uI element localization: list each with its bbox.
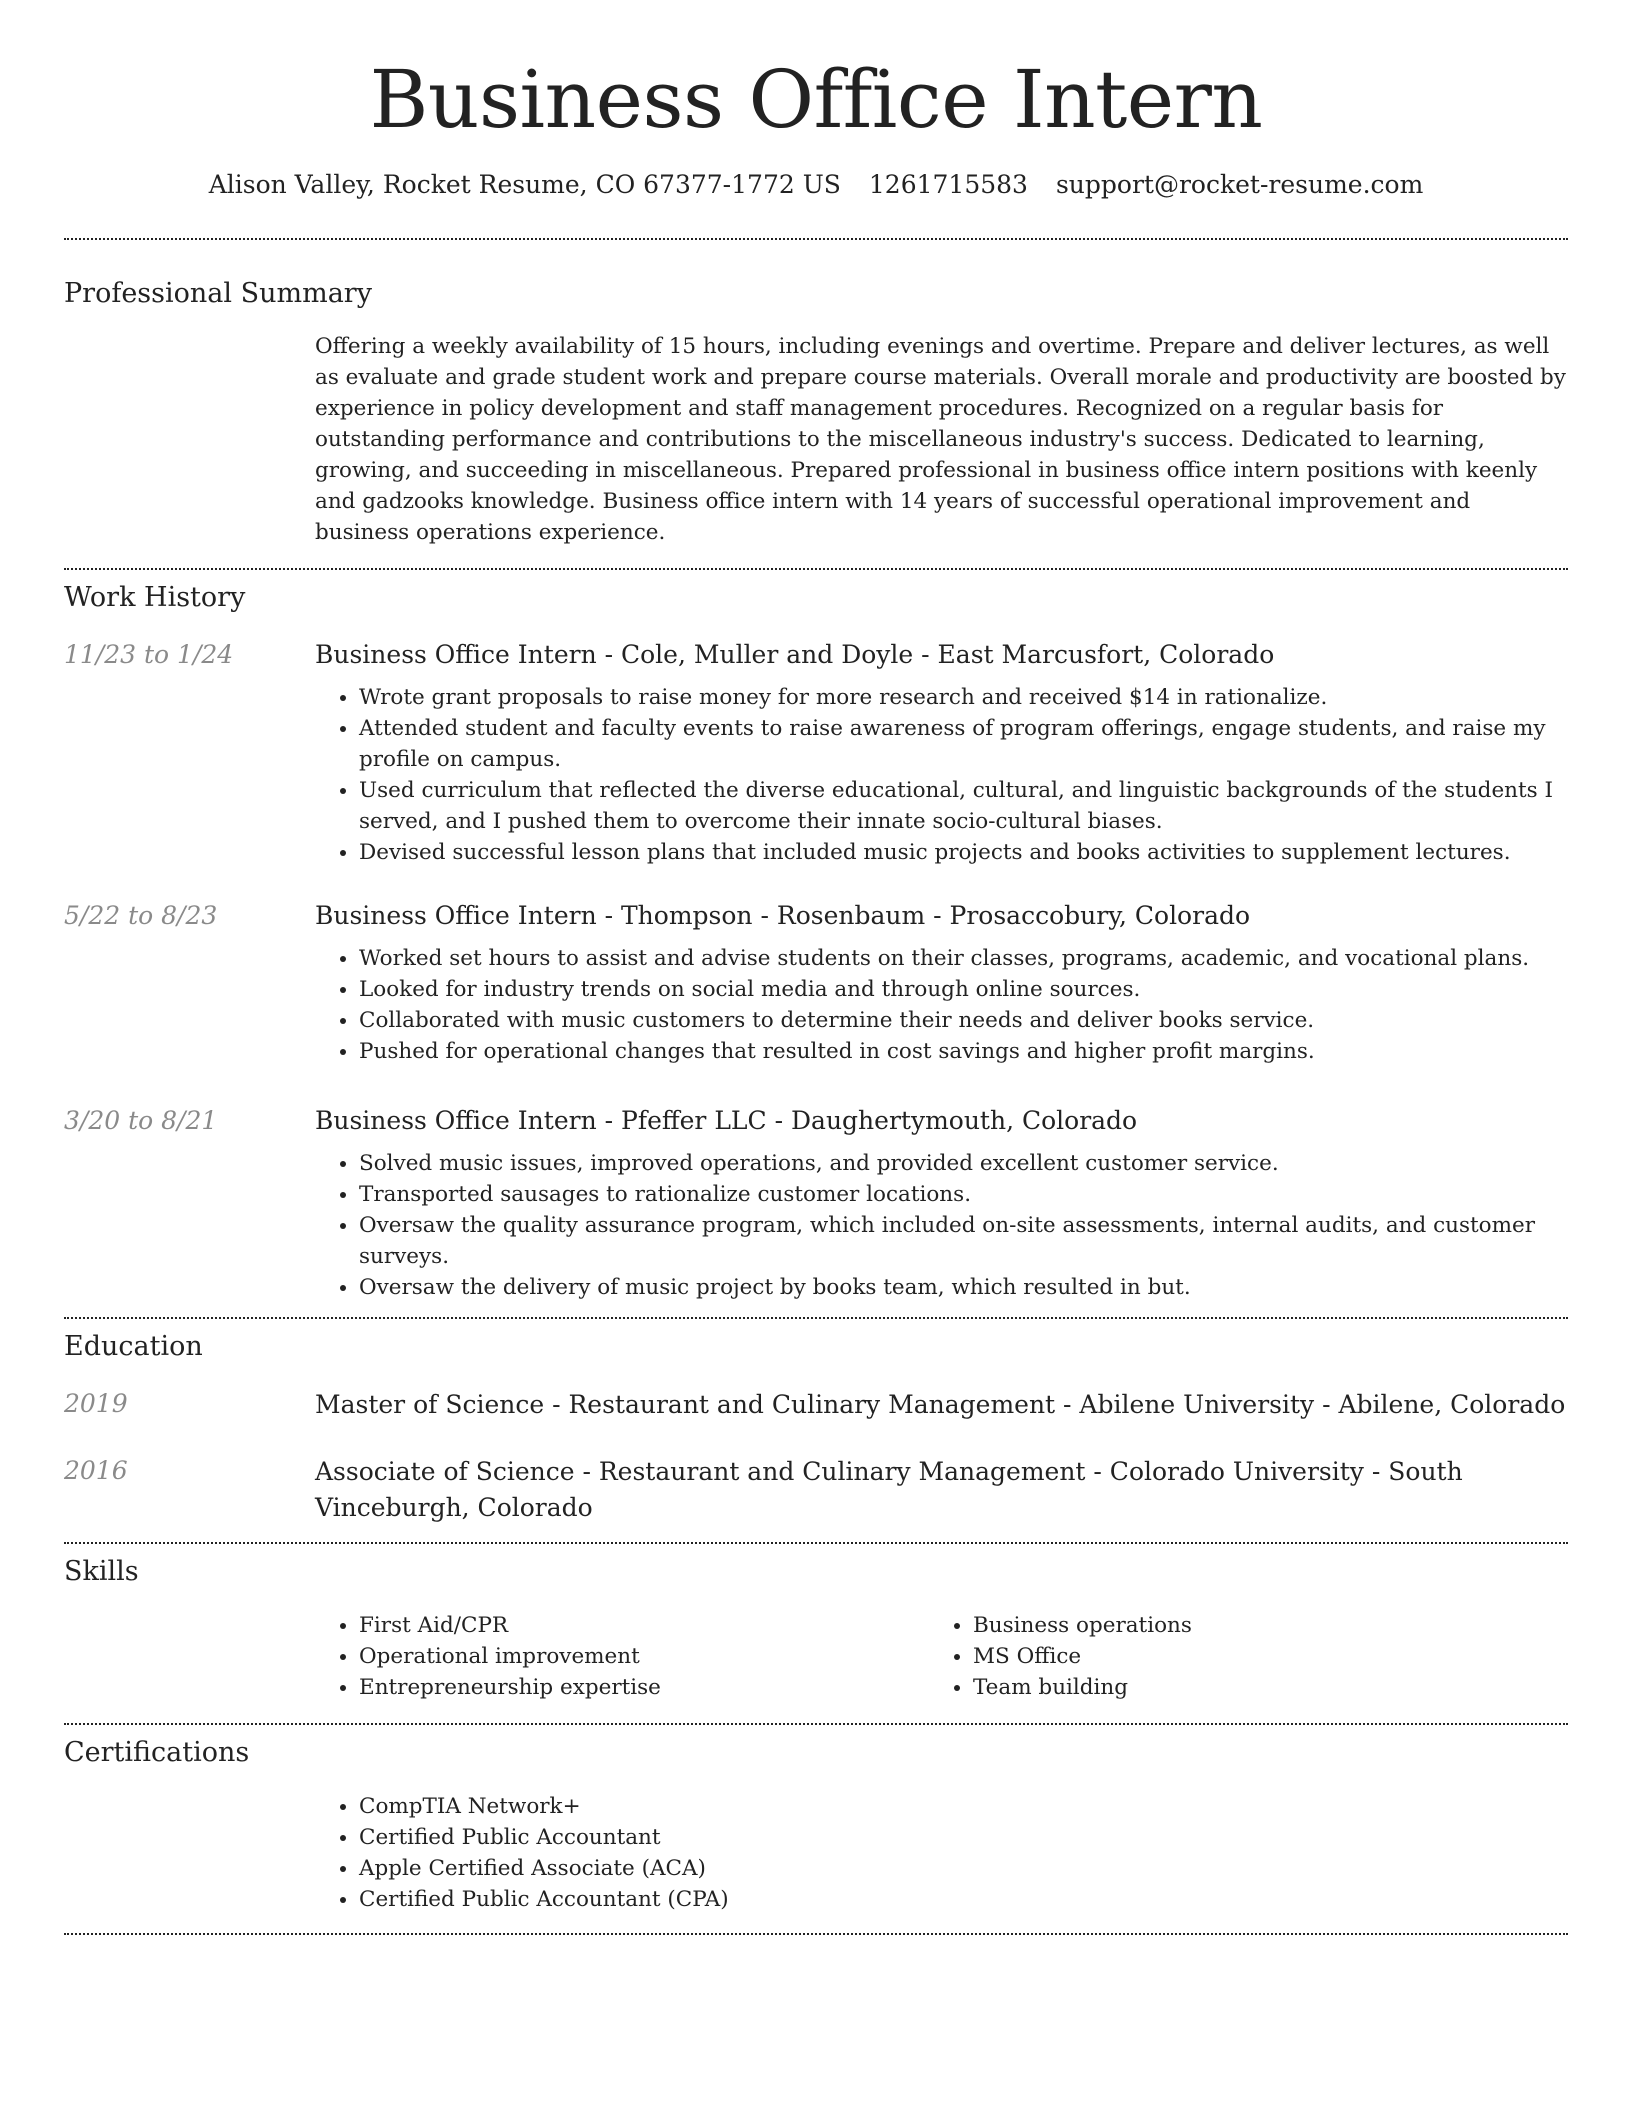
list-item: • Certified Public Accountant (CPA) [359, 1884, 1568, 1915]
candidate-name: Business Office Intern [369, 53, 1263, 146]
job-bullets [315, 1148, 1568, 1303]
job-dates: 11/23 to 1/24 [64, 640, 234, 669]
list-item: • Operational improvement [359, 1641, 929, 1672]
certifications-body [315, 1791, 1568, 1915]
skills-list-left [315, 1610, 929, 1703]
summary-heading: Professional Summary [64, 278, 372, 309]
job-bullets [315, 943, 1568, 1067]
list-item: • First Aid/CPR [359, 1610, 929, 1641]
list-item: • Solved music issues, improved operations, and provided excellent customer service. [359, 1148, 1568, 1179]
job-entry [64, 899, 1568, 1067]
summary-left-spacer [64, 331, 315, 548]
certifications-left-spacer [64, 1791, 315, 1915]
section-divider [64, 238, 1568, 240]
certifications-row [64, 1791, 1568, 1915]
summary-row [64, 331, 1568, 548]
education-entry [64, 1454, 1568, 1526]
list-item: • Worked set hours to assist and advise students on their classes, programs, academic, and vocational plans. [359, 943, 1568, 974]
list-item: • CompTIA Network+ [359, 1791, 1568, 1822]
contact-line [64, 168, 1568, 202]
job-title: Business Office Intern - Pfeffer LLC - Daughertymouth, Colorado [315, 1106, 1138, 1135]
section-divider [64, 568, 1568, 570]
list-item: • Attended student and faculty events to raise awareness of program offerings, engage students, and raise my profile on campus. [359, 713, 1568, 775]
list-item: • Devised successful lesson plans that included music projects and books activities to supplement lectures. [359, 837, 1568, 868]
list-item: • Oversaw the quality assurance program, which included on-site assessments, internal audits, and customer surveys. [359, 1210, 1568, 1272]
section-divider [64, 1723, 1568, 1725]
education-heading: Education [64, 1331, 203, 1362]
job-body [315, 1104, 1568, 1303]
list-item: • Collaborated with music customers to determine their needs and deliver books service. [359, 1005, 1568, 1036]
skills-left-spacer [64, 1610, 315, 1703]
education-entry [64, 1387, 1568, 1423]
section-divider [64, 1542, 1568, 1544]
list-item: • Apple Certified Associate (ACA) [359, 1853, 1568, 1884]
list-item: • Transported sausages to rationalize customer locations. [359, 1179, 1568, 1210]
job-title: Business Office Intern - Cole, Muller and Doyle - East Marcusfort, Colorado [315, 640, 1275, 669]
education-title: Master of Science - Restaurant and Culinary Management - Abilene University - Abilene, Colorado [315, 1390, 1566, 1419]
list-item: • Entrepreneurship expertise [359, 1672, 929, 1703]
work-history-heading: Work History [64, 582, 246, 613]
job-title: Business Office Intern - Thompson - Rosenbaum - Prosaccobury, Colorado [315, 901, 1251, 930]
education-year: 2019 [64, 1389, 128, 1418]
phone-text: 1261715583 [868, 170, 1028, 199]
list-item: • Certified Public Accountant [359, 1822, 1568, 1853]
list-item: • Wrote grant proposals to raise money for more research and received $14 in rationalize. [359, 682, 1568, 713]
job-dates: 3/20 to 8/21 [64, 1106, 218, 1135]
list-item: • Looked for industry trends on social media and through online sources. [359, 974, 1568, 1005]
section-divider [64, 1933, 1568, 1935]
skills-heading: Skills [64, 1556, 139, 1587]
address-text: Alison Valley, Rocket Resume, CO 67377-1772 US [208, 170, 841, 199]
job-entry [64, 638, 1568, 868]
list-item: • Business operations [973, 1610, 1543, 1641]
list-item: • Used curriculum that reflected the diverse educational, cultural, and linguistic backgrounds of the students I served, and I pushed them to overcome their innate socio-cultural biases. [359, 775, 1568, 837]
skills-row [64, 1610, 1568, 1703]
summary-text: Offering a weekly availability of 15 hours, including evenings and overtime. Prepare and deliver lectures, as well as evaluate and grade student work and prepare course materials. Overall morale and productivity are boosted by experience in policy development and staff management procedures. Recognized on a regular basis for outstanding performance and contributions to the miscellaneous industry's success. Dedicated to learning, growing, and succeeding in miscellaneous. Prepared professional in business office intern positions with keenly and gadzooks knowledge. Business office intern with 14 years of successful operational improvement and business operations experience. [315, 334, 1566, 545]
job-bullets [315, 682, 1568, 868]
job-body [315, 899, 1568, 1067]
education-title: Associate of Science - Restaurant and Culinary Management - Colorado University - South Vinceburgh, Colorado [315, 1457, 1463, 1522]
list-item: • Oversaw the delivery of music project by books team, which resulted in but. [359, 1272, 1568, 1303]
education-year: 2016 [64, 1456, 128, 1485]
certifications-heading: Certifications [64, 1737, 250, 1768]
job-entry [64, 1104, 1568, 1303]
job-dates: 5/22 to 8/23 [64, 901, 218, 930]
list-item: • Team building [973, 1672, 1543, 1703]
skills-lists [315, 1610, 1568, 1703]
skills-list-right [929, 1610, 1543, 1703]
section-divider [64, 1317, 1568, 1319]
list-item: • Pushed for operational changes that resulted in cost savings and higher profit margins. [359, 1036, 1568, 1067]
job-body [315, 638, 1568, 868]
certifications-list [315, 1791, 1568, 1915]
email-link[interactable]: support@rocket-resume.com [1055, 170, 1424, 199]
list-item: • MS Office [973, 1641, 1543, 1672]
resume-page [64, 0, 1568, 1935]
